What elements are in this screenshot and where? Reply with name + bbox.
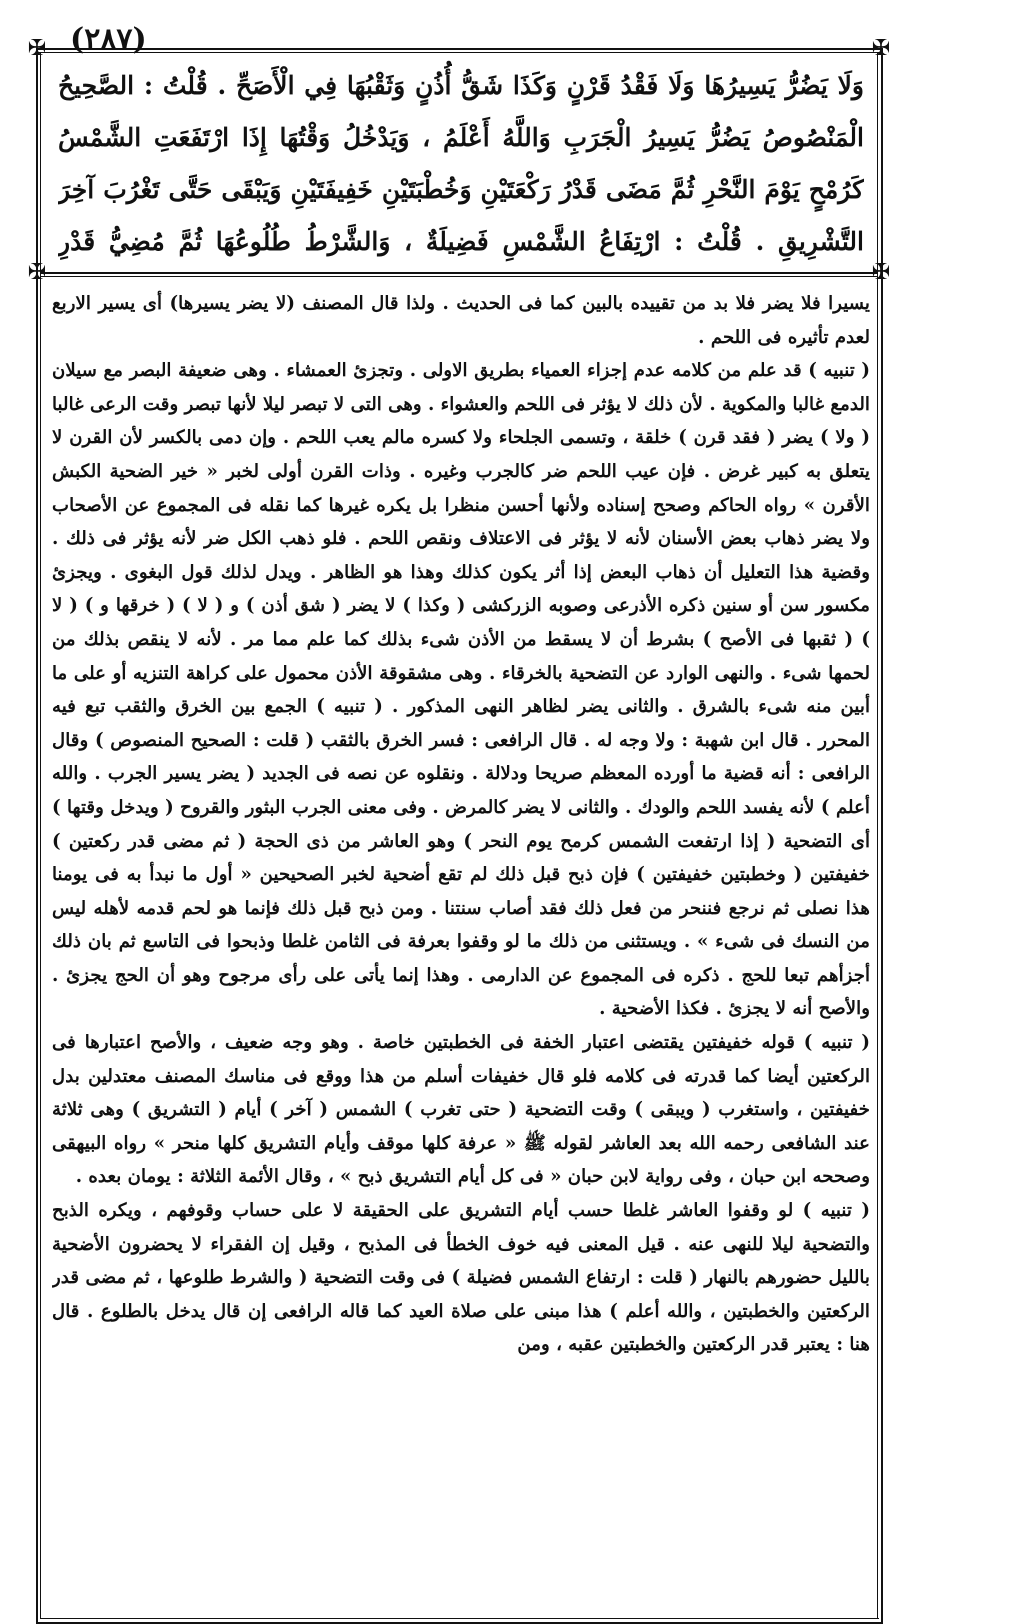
page-frame-top-rule — [36, 48, 881, 50]
commentary-paragraph: ( تنبيه ) لو وقفوا العاشر غلطا حسب أيام التشريق على الحقيقة لا على حساب وقوفهم ، ويكره الذبح والتضحية ليلا للنهى عنه . قيل المعنى فيه خوف الخطأ فى المذبح ، وقيل إن الفقراء لا يحضرون الأضحية بالليل حضورهم بالنهار ( قلت : ارتفاع الشمس فضيلة ) فى وقت التضحية ( والشرط طلوعها ، ثم مضى قدر الركعتين والخطبتين ، والله أعلم ) هذا مبنى على صلاة العيد كما قاله الرافعى إن قال يدخل بالطلوع . قال هنا : يعتبر قدر الركعتين والخطبتين عقبه ، ومن — [52, 1200, 870, 1356]
corner-ornament-icon: ✠ — [27, 36, 47, 61]
page-frame-left-rule-inner — [40, 52, 41, 1618]
commentary-paragraph: يسيرا فلا يضر فلا بد من تقييده بالبين كما فى الحديث . ولذا قال المصنف (لا يضر يسيرها) أى يسير الاربع لعدم تأثيره فى اللحم . — [52, 293, 870, 348]
main-text: وَلَا يَضُرُّ يَسِيرُهَا وَلَا فَقْدُ قَرْنٍ وَكَذَا شَقُّ أُذُنٍ وَثَقْبُهَا فِي الْأَصَحِّ . قُلْتُ : الصَّحِيحُ الْمَنْصُوصُ يَضُرُّ يَسِيرُ الْجَرَبِ وَاللَّهُ أَعْلَمُ ، وَيَدْخُلُ وَقْتُهَا إِذَا ارْتَفَعَتِ الشَّمْسُ كَرُمْحٍ يَوْمَ النَّحْرِ ثُمَّ مَضَى قَدْرُ رَكْعَتَيْنِ وَخُطْبَتَيْنِ خَفِيفَتَيْنِ وَيَبْقَى حَتَّى تَغْرُبَ آخِرَ التَّشْرِيقِ . قُلْتُ : ارْتِفَاعُ الشَّمْسِ فَضِيلَةٌ ، وَالشَّرْطُ طُلُوعُهَا ثُمَّ مُضِيُّ قَدْرِ — [58, 71, 864, 256]
page-number: (٢٨٧) — [70, 22, 147, 57]
page-frame-right-rule-inner — [877, 52, 878, 1618]
commentary-text — [52, 287, 870, 1612]
corner-ornament-icon: ✠ — [871, 260, 891, 285]
section-divider-inner — [40, 276, 878, 277]
page-frame-top-rule-inner — [36, 52, 881, 53]
corner-ornament-icon: ✠ — [27, 260, 47, 285]
commentary-paragraph: ( تنبيه ) قوله خفيفتين يقتضى اعتبار الخفة فى الخطبتين خاصة . وهو وجه ضعيف ، والأصح اعتبارها فى الركعتين أيضا كما قدرته فى كلامه فلو قال خفيفات أسلم من هذا ووقع فى مناسك المصنف معتدلين بدل خفيفتين ، واستغرب ( ويبقى ) وقت التضحية ( حتى تغرب ) الشمس ( آخر ) أيام ( التشريق ) وهى ثلاثة عند الشافعى رحمه الله بعد العاشر لقوله ﷺ « عرفة كلها موقف وأيام التشريق كلها منحر » رواه البيهقى وصححه ابن حبان ، وفى رواية لابن حبان « فى كل أيام التشريق ذبح » ، وقال الأئمة الثلاثة : يومان بعده . — [52, 1032, 870, 1188]
commentary-paragraph: ( تنبيه ) قد علم من كلامه عدم إجزاء العمياء بطريق الاولى . وتجزئ العمشاء . وهى ضعيفة البصر مع سيلان الدمع غالبا والمكوية . لأن ذلك لا يؤثر فى اللحم والعشواء . وهى التى لا تبصر ليلا لأنها تبصر وقت الرعى غالبا ( ولا ) يضر ( فقد قرن ) خلقة ، وتسمى الجلحاء ولا كسره مالم يعب اللحم . وإن دمى بالكسر لأن القرن لا يتعلق به كبير غرض . فإن عيب اللحم ضر كالجرب وغيره . وذات القرن أولى لخبر « خير الضحية الكبش الأقرن » رواه الحاكم وصحح إسناده ولأنها أحسن منظرا بل يكره غيرها كما نقله فى المجموع عن الأصحاب ولا يضر ذهاب بعض الأسنان لأنه لا يؤثر فى الاعتلاف ونقص اللحم . فلو ذهب الكل ضر لأنه يؤثر فى ذلك . وقضية هذا التعليل أن ذهاب البعض إذا أثر يكون كذلك وهذا هو الظاهر . ويدل لذلك قول البغوى . ويجزئ مكسور سن أو سنين ذكره الأذرعى وصوبه الزركشى ( وكذا ) لا يضر ( شق أذن ) و ( لا ) ( خرقها و ) ( لا ) ( ثقبها فى الأصح ) بشرط أن لا يسقط من الأذن شىء بذلك كما علم مما مر . لأنه لا ينقص بذلك من لحمها شىء . والنهى الوارد عن التضحية بالخرقاء . وهى مشقوقة الأذن محمول على كراهة التنزيه أو على ما أبين منه شىء بالشرق . والثانى يضر لظاهر النهى المذكور . ( تنبيه ) الجمع بين الخرق والثقب تبع فيه المحرر . قال ابن شهبة : ولا وجه له . قال الرافعى : فسر الخرق بالثقب ( قلت : الصحيح المنصوص ) وقال الرافعى : أنه قضية ما أورده المعظم صريحا ودلالة . ونقلوه عن نصه فى الجديد ( يضر يسير الجرب . والله أعلم ) لأنه يفسد اللحم والودك . والثانى لا يضر كالمرض . وفى معنى الجرب البثور والقروح ( ويدخل وقتها ) أى التضحية ( إذا ارتفعت الشمس كرمح يوم النحر ) وهو العاشر من ذى الحجة ( ثم مضى قدر ركعتين ) خفيفتين ( وخطبتين خفيفتين ) فإن ذبح قبل ذلك لم تقع أضحية لخبر الصحيحين « أول ما نبدأ به فى يومنا هذا نصلى ثم نرجع فننحر من فعل ذلك فقد أصاب سنتنا . ومن ذبح قبل ذلك فإنما هو لحم قدمه لأهله ليس من النسك فى شىء » . ويستثنى من ذلك ما لو وقفوا بعرفة فى الثامن غلطا وذبحوا فى التاسع ثم بان ذلك أجزأهم تبعا للحج . ذكره فى المجموع عن الدارمى . وهذا إنما يأتى على رأى مرجوح وهو أن الحج يجزئ . والأصح أنه لا يجزئ . فكذا الأضحية . — [52, 360, 870, 1020]
section-divider — [40, 272, 878, 274]
corner-ornament-icon: ✠ — [871, 36, 891, 61]
page-frame-bottom-rule-inner — [40, 1618, 879, 1619]
